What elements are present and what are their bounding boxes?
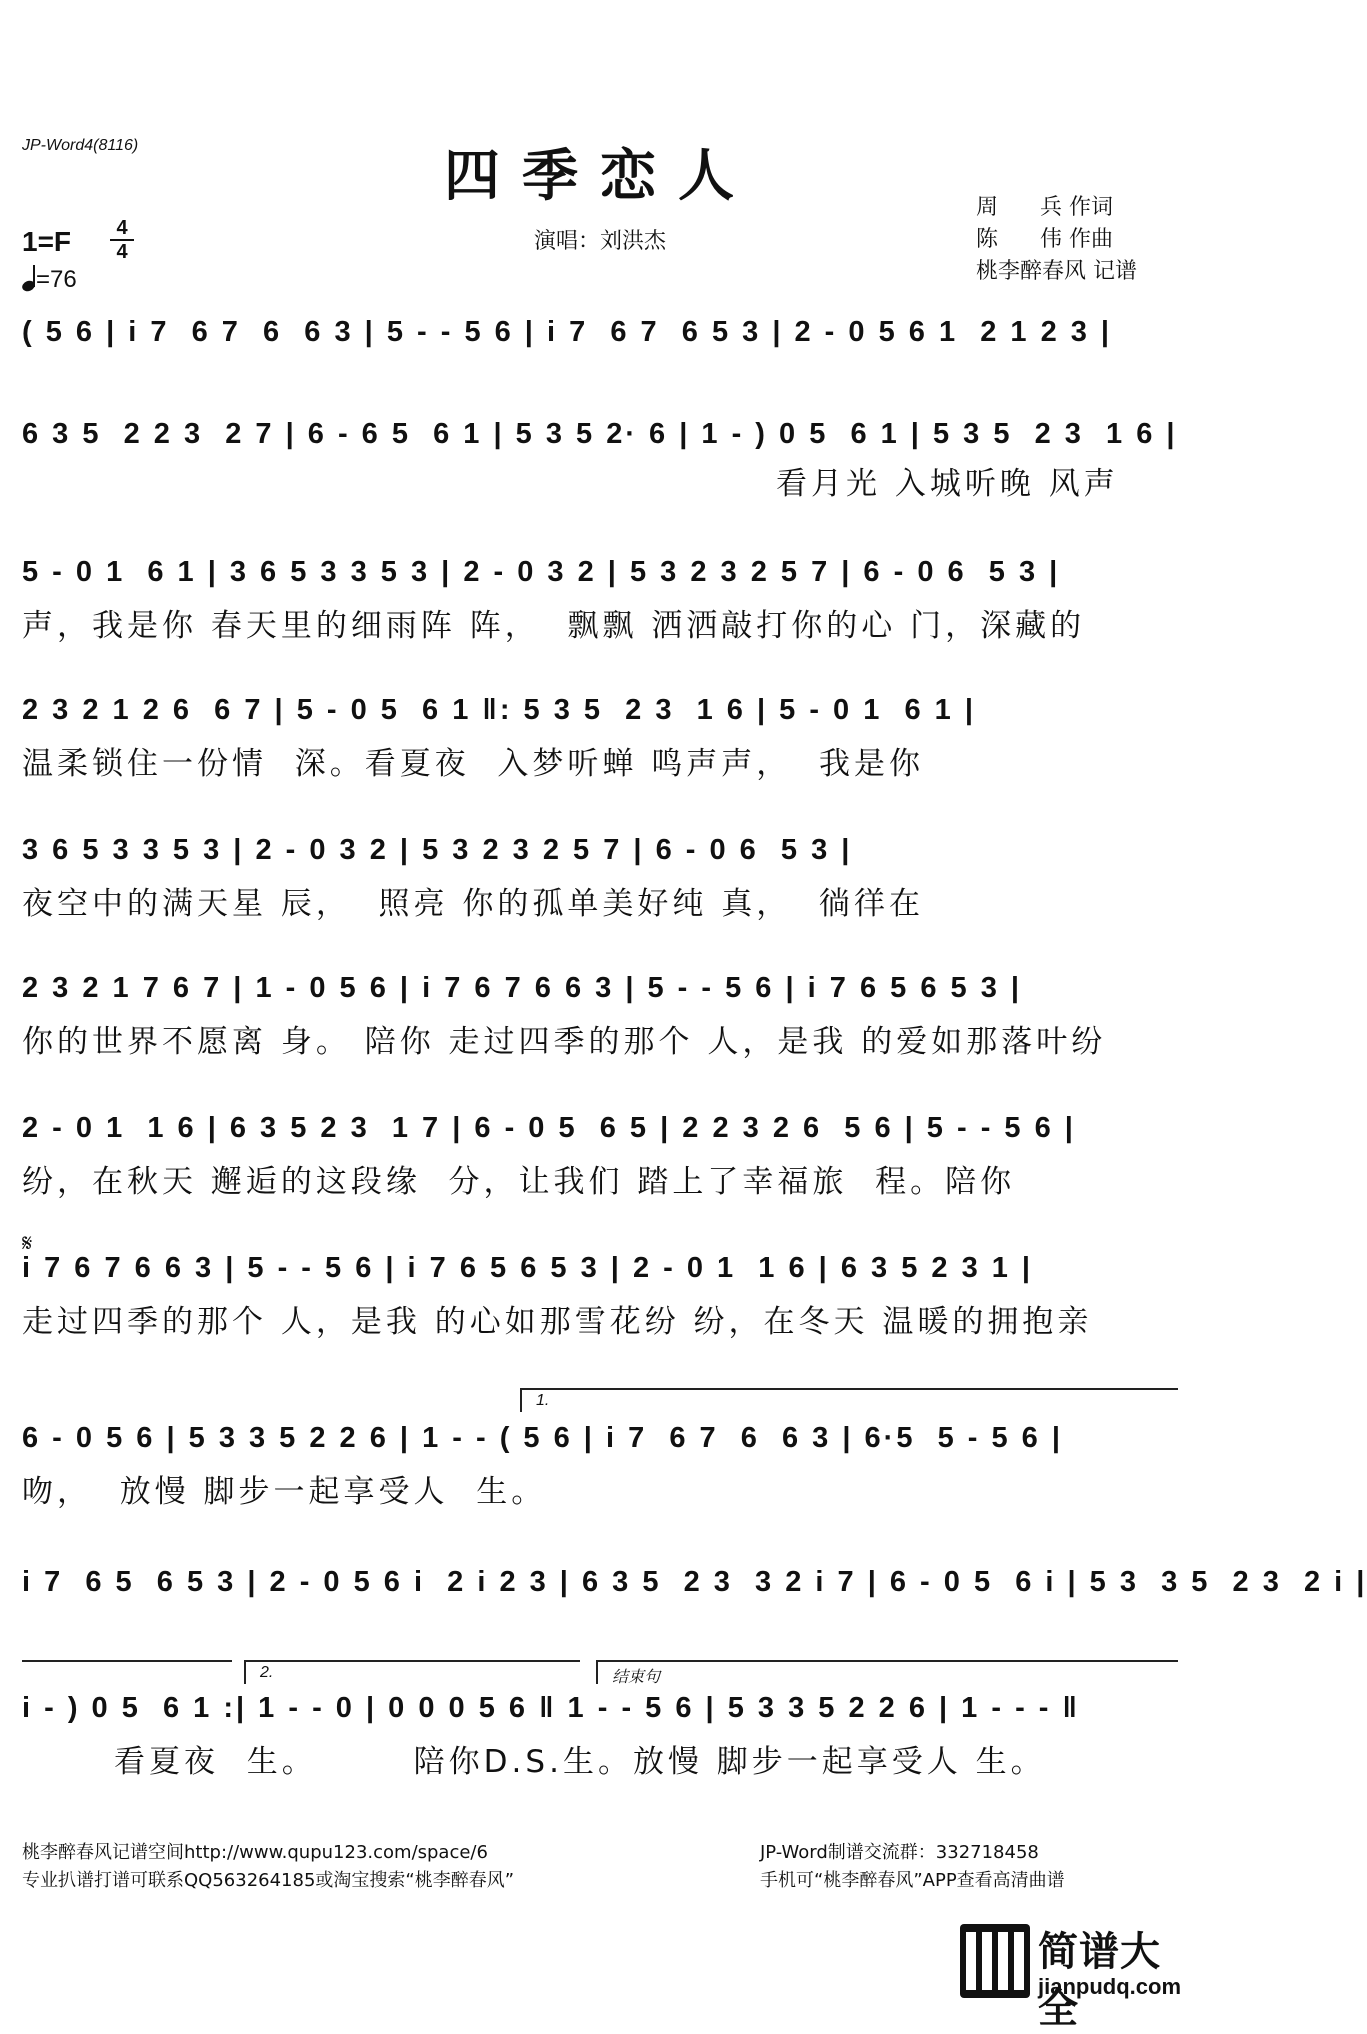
score-line-2 <box>22 414 1178 502</box>
notation-line: 2 3 2 1 7 6 7 | 1 - 0 5 6 | i 7 6 7 6 6 3 | 5 - - 5 6 | i 7 6 5 6 5 3 | <box>22 972 1022 1004</box>
tempo-marking <box>22 266 77 294</box>
time-signature-bottom: 4 <box>116 241 128 263</box>
notation-line: 5 - 0 1 6 1 | 3 6 5 3 3 5 3 | 2 - 0 3 2 | 5 3 2 3 2 5 7 | 6 - 0 6 5 3 | <box>22 556 1061 588</box>
notation-line: i - ) 0 5 6 1 :| 1 - - 0 | 0 0 0 5 6 ‖ 1 - - 5 6 | 5 3 3 5 2 2 6 | 1 - - - ‖ <box>22 1692 1080 1724</box>
notation-line: ( 5 6 | i 7 6 7 6 6 3 | 5 - - 5 6 | i 7 6 7 6 5 3 | 2 - 0 5 6 1 2 1 2 3 | <box>22 316 1113 348</box>
score-line-4 <box>22 690 1178 782</box>
tempo-value: =76 <box>36 266 77 293</box>
second-ending-bracket <box>244 1660 580 1684</box>
lyrics-line: 纷，在秋天 邂逅的这段缘 分，让我们 踏上了幸福旅 程。陪你 <box>22 1164 1016 1200</box>
footer-right-line-2: 手机可“桃李醉春风”APP查看高清曲谱 <box>760 1870 1065 1891</box>
lyrics-line: 看夏夜 生。 陪你D.S.生。放慢 脚步一起享受人 生。 <box>114 1744 1046 1780</box>
first-ending-continuation <box>22 1660 232 1684</box>
time-signature-top: 4 <box>116 217 128 239</box>
notation-line: 2 3 2 1 2 6 6 7 | 5 - 0 5 6 1 ‖: 5 3 5 2 3 1 6 | 5 - 0 1 6 1 | <box>22 694 976 726</box>
notation-line: 3 6 5 3 3 5 3 | 2 - 0 3 2 | 5 3 2 3 2 5 7 | 6 - 0 6 5 3 | <box>22 834 853 866</box>
logo-brand-name: 简谱大全 <box>1038 1929 1161 2032</box>
second-ending-label: 2. <box>260 1664 274 1681</box>
piano-keys-icon <box>960 1924 1030 1998</box>
score-line-8 <box>22 1248 1178 1340</box>
first-ending-bracket <box>520 1388 1178 1412</box>
software-version: JP-Word4(8116) <box>22 137 139 154</box>
segno-sign: 𝄋 <box>22 1229 33 1257</box>
notation-line: i 7 6 7 6 6 3 | 5 - - 5 6 | i 7 6 5 6 5 3 | 2 - 0 1 1 6 | 6 3 5 2 3 1 | <box>22 1252 1034 1284</box>
notation-line: 2 - 0 1 1 6 | 6 3 5 2 3 1 7 | 6 - 0 5 6 5 | 2 2 3 2 6 5 6 | 5 - - 5 6 | <box>22 1112 1076 1144</box>
lyrics-line: 温柔锁住一份情 深。看夏夜 入梦听蝉 鸣声声， 我是你 <box>22 746 924 782</box>
score-line-7 <box>22 1108 1178 1200</box>
quarter-note-icon <box>22 267 36 291</box>
footer-right-line-1: JP-Word制谱交流群：332718458 <box>760 1842 1039 1863</box>
site-logo <box>960 1920 1182 2032</box>
score-line-10 <box>22 1562 1367 1622</box>
score-line-6 <box>22 968 1178 1060</box>
song-title: 四季恋人 <box>444 143 756 209</box>
lyrics-line: 吻， 放慢 脚步一起享受人 生。 <box>22 1474 547 1510</box>
coda-label: 结束句 <box>612 1669 661 1686</box>
key-signature: 1=F <box>22 226 72 257</box>
score-line-1 <box>22 312 1178 372</box>
lyricist-credit: 周 兵 作词 <box>976 195 1113 220</box>
lyrics-line: 声，我是你 春天里的细雨阵 阵， 飘飘 洒洒敲打你的心 门，深藏的 <box>22 608 1086 644</box>
composer-credit: 陈 伟 作曲 <box>976 227 1113 252</box>
lyrics-line: 夜空中的满天星 辰， 照亮 你的孤单美好纯 真， 徜徉在 <box>22 886 924 922</box>
singer-credit: 演唱：刘洪杰 <box>533 229 666 254</box>
notation-line: i 7 6 5 6 5 3 | 2 - 0 5 6 i 2 i 2 3 | 6 3 5 2 3 3 2 i 7 | 6 - 0 5 6 i | 5 3 3 5 2 3 2 i | <box>22 1566 1367 1598</box>
score-line-5 <box>22 830 1178 922</box>
score-line-9 <box>22 1418 1178 1510</box>
transcriber-credit: 桃李醉春风 记谱 <box>976 259 1137 284</box>
score-line-11 <box>22 1688 1178 1780</box>
lyrics-line: 走过四季的那个 人，是我 的心如那雪花纷 纷，在冬天 温暖的拥抱亲 <box>22 1304 1093 1340</box>
first-ending-label: 1. <box>536 1392 550 1409</box>
notation-line: 6 3 5 2 2 3 2 7 | 6 - 6 5 6 1 | 5 3 5 2· 6 | 1 - ) 0 5 6 1 | 5 3 5 2 3 1 6 | <box>22 418 1178 450</box>
notation-line: 6 - 0 5 6 | 5 3 3 5 2 2 6 | 1 - - ( 5 6 | i 7 6 7 6 6 3 | 6·5 5 - 5 6 | <box>22 1422 1063 1454</box>
lyrics-line: 你的世界不愿离 身。 陪你 走过四季的那个 人，是我 的爱如那落叶纷 <box>22 1024 1107 1060</box>
footer-left-line-1: 桃李醉春风记谱空间http://www.qupu123.com/space/6 <box>22 1842 488 1863</box>
time-signature <box>110 218 134 262</box>
logo-site-url: jianpudq.com <box>1038 1974 1181 1999</box>
footer-left-line-2: 专业扒谱打谱可联系QQ563264185或淘宝搜索“桃李醉春风” <box>22 1870 515 1891</box>
lyrics-line: 看月光 入城听晚 风声 <box>776 466 1119 502</box>
coda-bracket <box>596 1660 1178 1684</box>
score-line-3 <box>22 552 1178 644</box>
